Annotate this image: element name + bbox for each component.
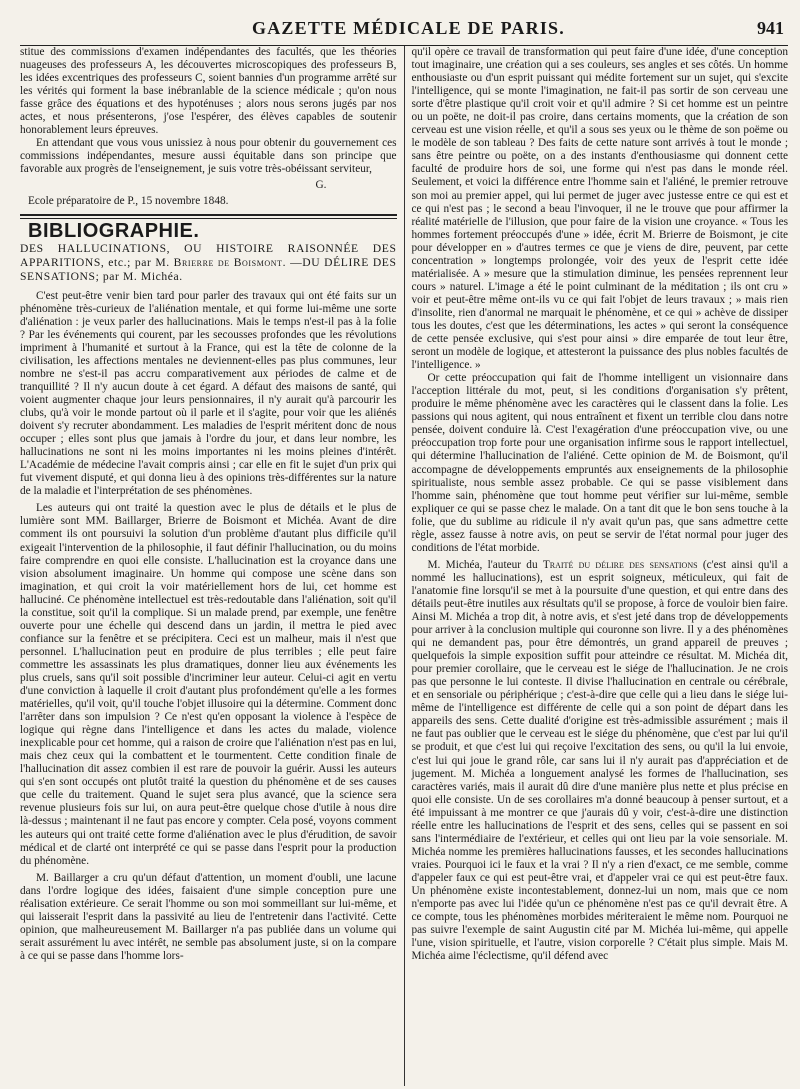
letter-paragraph-2: En attendant que vous vous unissiez à nous pour obtenir du gouvernement ces commissions indépendantes, mesure aussi équitable dans son principe que favorable aux progrès de l'enseignement, je suis votre très-obéissant serviteur,	[20, 137, 397, 176]
reviewed-works-title	[20, 242, 397, 284]
text-columns	[20, 46, 788, 1086]
book-title-b: —DU DÉLIRE DES SENSATIONS; par M.	[20, 255, 397, 283]
book-author-a: Brierre de Boismont.	[173, 255, 287, 269]
review-paragraph-3: M. Baillarger a cru qu'un défaut d'attention, un moment d'oubli, une lacune dans l'ordre logique des idées, faisaient d'une simple conception pure une réalisation extérieure. Ce serait l'homme ou son moi sommeillant sur lui-même, et qui laisserait l'esprit dans la passivité au lieu de l'entretenir dans l'activité. Cette opinion, que malheureusement M. Baillarger n'a pas publiée dans un volume qui serait assurément lu avec intérêt, ne semble pas absolument juste, si on la compare à ce qui se passe dans l'homme lors-	[20, 871, 397, 962]
review-paragraph-5: Or cette préoccupation qui fait de l'homme intelligent un visionnaire dans l'acception littérale du mot, peut, si les conditions d'organisation s'y prêtent, produire le même phénomène avec les caractères qui le classent dans la folie. Les passions qui nous agitent, qui nous entraînent et fixent un terrible clou dans notre pensée, doivent conduire là. C'est l'exagération d'une préoccupation vive, ou une préoccupation trop forte pour une organisation infirme sous le rapport intellectuel, qui détermine l'hallucination de l'aliéné. Cette opinion de M. de Boismont, qu'il accompagne de développements empruntés aux enseignements de la philosophie spiritualiste, nous semble assez probable. Ce qui se passe visiblement dans l'homme sain, phénomène que tout homme peut vérifier sur lui-même, semble expliquer ce qui se passe chez le malade. On a tant dit que le bon sens touche à la folie, que du sublime au ridicule il n'y avait qu'un pas, que sans admettre cette règle, assez fausse à notre avis, on peut se servir de l'état normal pour juger des conditions de l'état morbide.	[411, 372, 788, 554]
michea-intro: M. Michéa, l'auteur du	[427, 558, 538, 571]
running-title: GAZETTE MÉDICALE DE PARIS.	[252, 18, 565, 38]
review-paragraph-2: Les auteurs qui ont traité la question avec le plus de détails et le plus de lumière sont MM. Baillarger, Brierre de Boismont et Michéa. Avant de dire comment ils ont poursuivi la solution d'un problème d'autant plus difficile qu'il exigeait l'intervention de la philosophie, il faut définir l'hallucination, ou du moins faire comprendre en quoi elle consiste. L'hallucination est la croyance dans une vision absolument imaginaire. Un homme qui compose une scène dans son imagination, et qui croit la voir matériellement hors de lui, cet homme est halluciné. Ce phénomène intellectuel est très-redoutable dans l'aliénation, soit qu'il la constitue, soit qu'il la complique. Si un malade prend, par exemple, une fenêtre ouverte pour une échelle qui descend dans un jardin, il mettra le pied avec confiance sur la fenêtre et se précipitera. Ceci est un malheur, mais il n'est que personnel. L'hallucination peut en produire de plus terribles ; elle peut faire commettre les assassinats les plus dramatiques, donner lieu aux événements les plus cruels, sans qu'il soit possible d'incriminer leur auteur. Celui-ci agit en vertu d'une conviction à laquelle il croit d'autant plus profondément qu'elle a les formes matérielles, qu'il voit, qu'il touche l'objet illusoire qui la détermine. Comment donc l'arrêter dans son impulsion ? Ce n'est qu'en opposant la violence à l'espèce de logique qui règne dans l'intelligence et dans les actes du malade, violence inexplicable pour cet homme, qui a raison de croire que l'aliénation n'est pas en lui, mais chez ceux qui la combattent et le tourmentent. Cette condition finale de l'hallucination dit assez combien il est rare de pouvoir la guérir. Aussi les auteurs qui s'en sont occupés ont plutôt traité la question du phénomène et de ses causes que celle du traitement. Quand le sujet sera plus avancé, que la science sera revenue plusieurs fois sur lui, on aura peut-être quelque chose d'utile à nous dire là-dessus ; maintenant il ne faut pas encore y compter. Cela posé, voyons comment les auteurs qui ont traité cette forme d'aliénation avec le plus d'érudition, de savoir médical et de clarté ont interprété ce qui se passe dans l'esprit pour la production du phénomène.	[20, 502, 397, 867]
letter-signature: G.	[315, 179, 327, 192]
running-head	[20, 10, 788, 46]
letter-dateline: Ecole préparatoire de P., 15 novembre 1848.	[28, 194, 229, 207]
section-rule	[20, 214, 397, 219]
book-title-a: DES HALLUCINATIONS, OU HISTOIRE RAISONNÉE DES APPARITIONS, etc.; par M.	[20, 241, 397, 269]
left-column	[20, 46, 404, 1086]
book-author-b: Michéa.	[140, 269, 183, 283]
review-paragraph-1: C'est peut-être venir bien tard pour parler des travaux qui ont été faits sur un phénomène très-curieux de l'aliénation mentale, et qui forme lui-même une sorte d'aliénation : je veux parler des hallucinations. Mais le temps n'est-il pas à la folie ? Par les événements qui courent, par les secousses profondes que les révolutions impriment à l'humanité et surtout à la France, qui est la tête de colonne de la civilisation, les affections mentales ne deviennent-elles pas plus communes, leur nombre ne s'est-il pas accru comparativement aux périodes de calme et de tranquillité ? Il n'y aucun doute à cet égard. A défaut des maisons de santé, qui voient augmenter chaque jour leurs pensionnaires, il n'y aurait qu'à parcourir les clubs, qu'à voir le monde partout où il parle et il s'agite, pour voir que les aliénés doivent s'y recruter abondamment. Les maladies de l'esprit méritent donc de nous occuper ; elles sont plus que jamais à l'ordre du jour, et dans leur nombre, les hallucinations ne sont ni les moins importantes ni les moins pleines d'intérêt. L'Académie de médecine l'avait compris ainsi ; car elle en fit le sujet d'un prix qui fut vivement disputé, et qui donna lieu à des opinions très-différentes sur la nature de la maladie et l'interprétation de ses phénomènes.	[20, 289, 397, 498]
right-column	[404, 46, 789, 1086]
page-number: 941	[757, 18, 784, 38]
section-title: BIBLIOGRAPHIE.	[28, 219, 200, 242]
review-paragraph-6	[412, 559, 789, 963]
michea-paragraph-body: (c'est ainsi qu'il a nommé les hallucinations), est un esprit soigneux, méticuleux, qui fait de l'anatomie fine lorsqu'il se met à la poursuite d'une question, et qui entre dans des détails peut-être inutiles aux résultats qu'il se propose, à force de vouloir bien faire. Ainsi M. Michéa a trop dit, à notre avis, et s'est jeté dans trop de développements pour arriver à la conclusion multiple qui couronne son livre. Il y a des phénomènes qui ne demandent pas, pour être démontrés, un grand appareil de preuves ; quelquefois la simple exposition suffit pour atteindre ce résultat. M. Michéa dit, pour premier corollaire, que le cerveau est le siége de l'hallucination. Je ne crois pas que personne le lui conteste. Il divise l'hallucination en centrale ou cérébrale, et en sensoriale ou périphérique ; c'est-à-dire que celle qui a lieu dans le siége lui-même de l'intelligence est différente de celle qui a son point de départ dans les appareils des sens. Cette dualité d'origine est très-admissible assurément ; mais il ne faut pas oublier que le cerveau est le siége du phénomène, que c'est par lui qu'il se produit, et que c'est lui qui reçoive l'excitation des sens, ou qu'il la lui envoie, c'est lui qui joue le grand rôle, car sans lui il n'y aurait pas d'appréciation et de jugement. M. Michéa a longuement analysé les formes de l'hallucination, ses caractères variés, mais il aurait dû dire d'une manière plus nette et plus précise en quoi elle consiste. Un de ses corollaires m'a donné beaucoup à penser surtout, et a été impuissant à me montrer ce que j'aurais dû y voir, c'est-à-dire une distinction réelle entre les hallucinations de l'esprit et des sens, celles qui se passent en soi sans l'intermédiaire de l'extérieur, et celles qui ont lieu par la voie sensoriale. M. Michéa nomme les premières hallucinations fausses, et les secondes hallucinations vraies. Pourquoi ici le faux et la vrai ? Il n'y a rien d'exact, ce me semble, comme d'appeler faux ce qui est peut-être vrai, et d'appeler vrai ce qui est peut-être faux. Un phénomène existe incontestablement, donnez-lui un nom, mais que ce nom n'emporte pas avec lui l'idée qu'un ce phénomène n'est pas ce qu'il devrait être. A ce compte, tous les phénomènes morbides mériteraient le même nom. Pourquoi ne pas suivre l'exemple de saint Augustin cité par M. Michéa lui-même, qui appelle l'une, vision spirituelle, et l'autre, vision corporelle ? C'était plus simple. Mais M. Michéa aime l'éclectisme, qu'il défend avec	[411, 558, 788, 963]
review-paragraph-4: qu'il opère ce travail de transformation qui peut faire d'une idée, d'une conception tout imaginaire, une création qui a ses couleurs, ses angles et ses côtés. Un homme enthousiaste ou d'un esprit puissant qui médite fortement sur un sujet, qui s'excite l'intelligence, qui se monte l'imagination, ne fait-il pas sortir de son cerveau une sorte d'être plastique qu'il croit voir et qu'il admire ? Si cet homme est un peintre ou un poëte, ne doit-il pas croire, dans certains moments, que la création de son cerveau est une vision réelle, et qu'il a sous ses yeux ou le thème de son poëme ou le modèle de son tableau ? Des faits de cette nature sont arrivés à tout le monde ; sans être peintre ou poëte, on a des instants d'enthousiasme qui donnent cette faculté de produire hors de soi, une forme qui n'est pas dans le monde réel. Seulement, et voici la différence entre l'homme sain et l'aliéné, le premier retrouve son moi au premier appel, qui lui permet de juger avec justesse entre ce qui est et ce qui n'est pas ; le second a beau l'invoquer, il ne le trouve que pour affirmer la réalité matérielle de l'illusion, que pour faire de la vision une croyance. « Tous les hommes fortement préoccupés d'une » idée, écrit M. Brierre de Boismont, je cite pour développer en » d'autres termes ce que je viens de dire, peuvent, par cette concentration » longtemps prolongée, voir des yeux de l'esprit cette idée matérialisée. A » mesure que la stimulation diminue, les pensées reprennent leur cours » naturel. L'image a été le point culminant de la méditation ; ils ont cru » voir et peut-être même ont-ils vu ce qui fait l'objet de leurs travaux ; » mais rien d'insolite, rien d'anormal ne marquait le phénomène, et ce qui » achève de dissiper tous les doutes, c'est que les déterminations, les actes » qui seront la conséquence de cette pensée exclusive, qui s'est pour ainsi » dire emparée de tout leur être, seront un modèle de logique, et attesteront la puissance des plus nobles facultés de l'intelligence. »	[411, 46, 788, 372]
letter-paragraph-1: stitue des commissions d'examen indépendantes des facultés, que les théories nuageuses des professeurs A, les découvertes microscopiques des professeurs B, les idées excentriques des professeurs C, soient bannies d'un programme arrêté sur les vérités qui forment la base inébranlable de la science médicale ; qu'on nous fasse grâce des équations et des hypoténuses ; alors nous serons jugés par nos actes, et nous présenterons, j'ose l'espérer, des élèves capables de soutenir honorablement leurs épreuves.	[20, 46, 397, 137]
michea-treatise-title: Traité du délire des sensations	[542, 558, 698, 571]
